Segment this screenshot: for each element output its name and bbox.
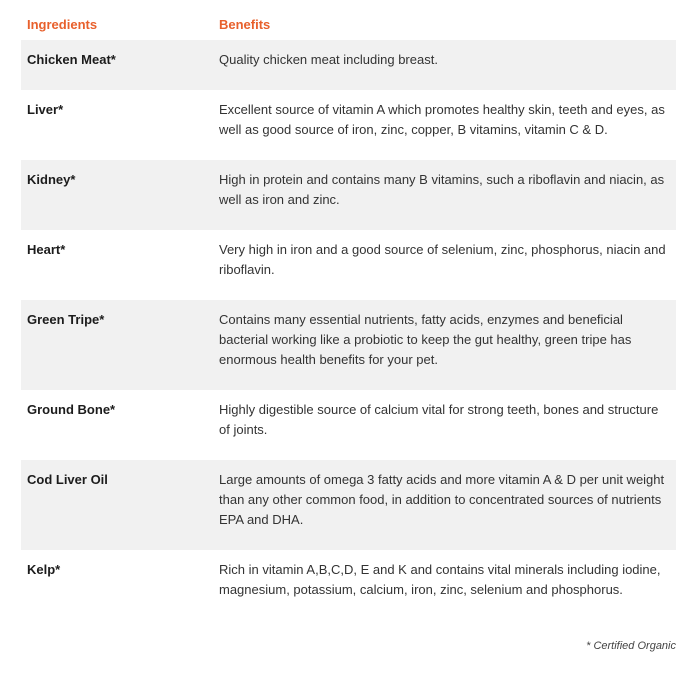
- ingredient-benefit: Highly digestible source of calcium vital for strong teeth, bones and structure of joints.: [219, 402, 659, 437]
- ingredient-benefit: Large amounts of omega 3 fatty acids and more vitamin A & D per unit weight than any other common food, in addition to concentrated sources of nutrients EPA and DHA.: [219, 472, 665, 527]
- ingredient-name: Kidney*: [27, 172, 76, 187]
- ingredient-name: Kelp*: [27, 562, 61, 577]
- ingredient-benefit: Contains many essential nutrients, fatty acids, enzymes and beneficial bacterial working like a probiotic to keep the gut healthy, green tripe has enormous health benefits for your pet.: [219, 312, 632, 367]
- header-ingredients: Ingredients: [27, 16, 98, 32]
- table-row: [21, 390, 676, 460]
- table-row: [21, 40, 676, 90]
- ingredient-benefit: Quality chicken meat including breast.: [219, 52, 438, 67]
- ingredient-name: Ground Bone*: [27, 402, 116, 417]
- ingredient-benefit: Very high in iron and a good source of selenium, zinc, phosphorus, niacin and riboflavin.: [219, 242, 666, 277]
- header-benefits: Benefits: [219, 16, 271, 32]
- table-row: [21, 550, 676, 640]
- ingredient-name: Chicken Meat*: [27, 52, 116, 67]
- ingredient-name: Green Tripe*: [27, 312, 105, 327]
- ingredient-benefit: High in protein and contains many B vitamins, such a riboflavin and niacin, as well as iron and zinc.: [219, 172, 665, 207]
- table-header: [21, 8, 676, 40]
- ingredient-name: Liver*: [27, 102, 64, 117]
- table-row: [21, 460, 676, 550]
- certified-organic-footnote: * Certified Organic: [586, 640, 676, 652]
- ingredient-name: Heart*: [27, 242, 66, 257]
- table-row: [21, 230, 676, 300]
- table-row: [21, 300, 676, 390]
- table-row: [21, 160, 676, 230]
- ingredient-benefit: Rich in vitamin A,B,C,D, E and K and contains vital minerals including iodine, magnesium, potassium, calcium, iron, zinc, selenium and phosphorus.: [219, 562, 661, 597]
- ingredient-name: Cod Liver Oil: [27, 472, 108, 487]
- table-row: [21, 90, 676, 160]
- ingredient-benefit: Excellent source of vitamin A which promotes healthy skin, teeth and eyes, as well as good source of iron, zinc, copper, B vitamins, vitamin C & D.: [219, 102, 665, 137]
- ingredients-table: [21, 8, 676, 640]
